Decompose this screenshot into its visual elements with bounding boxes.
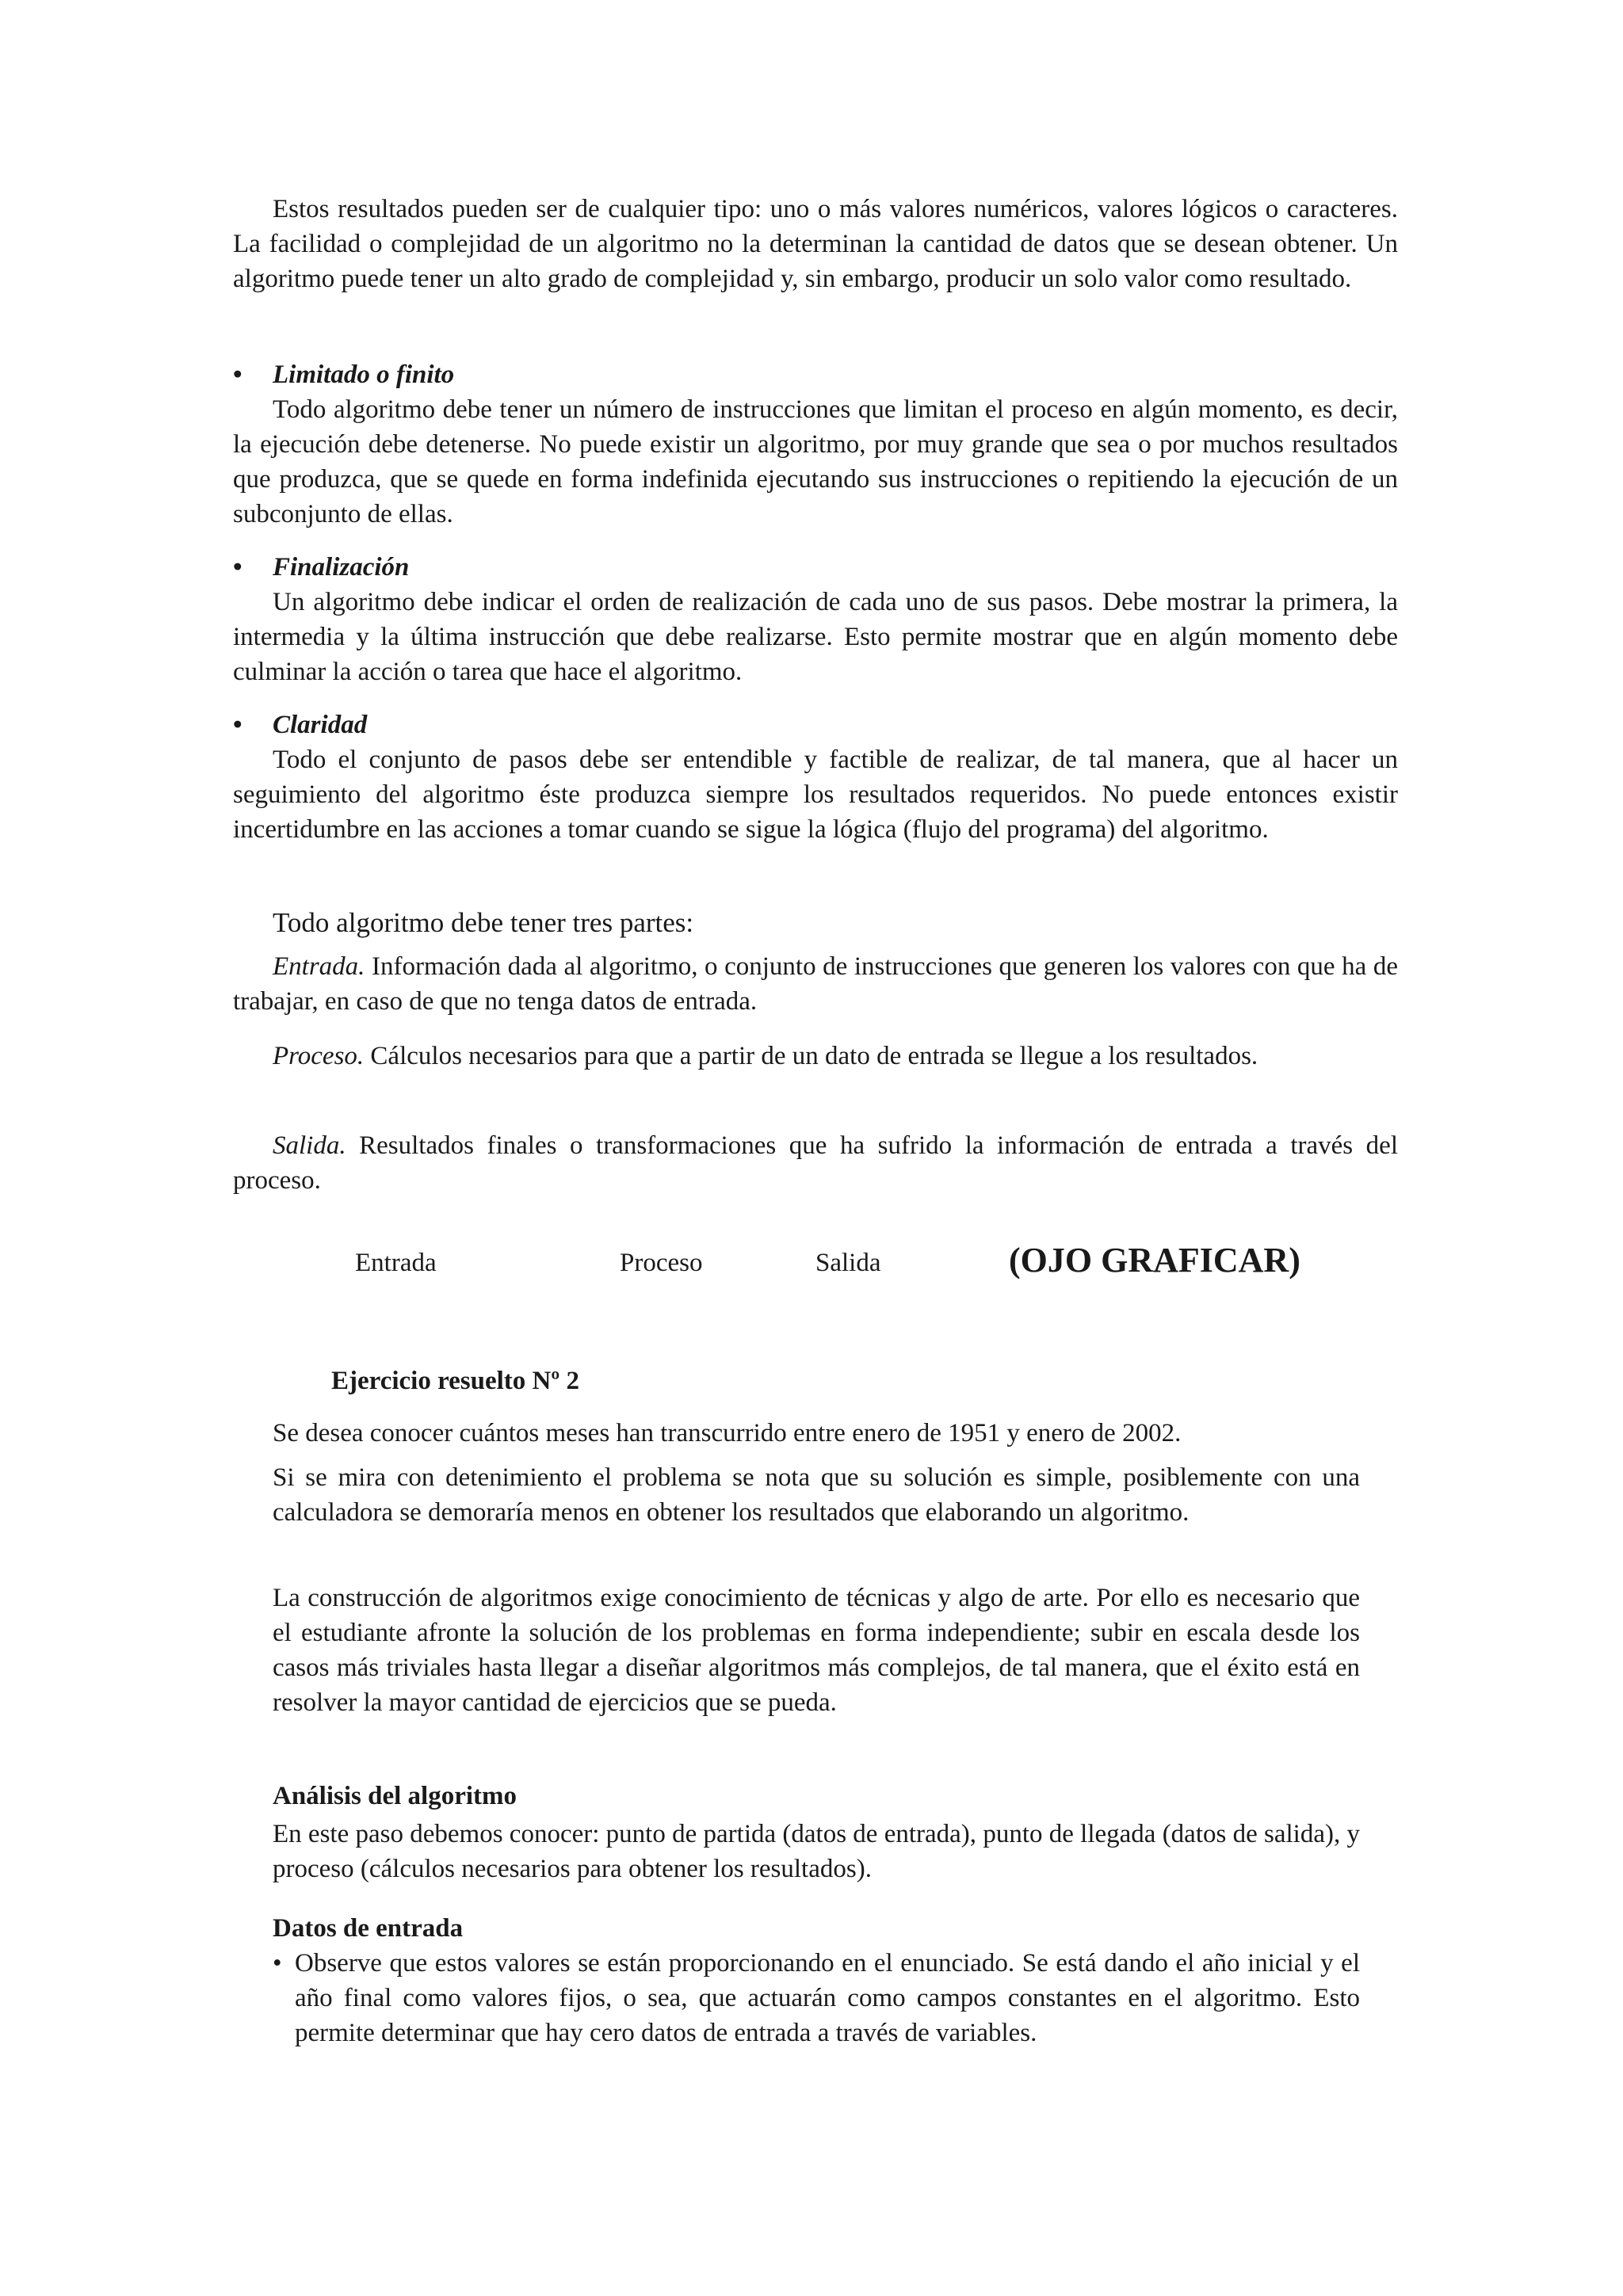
bullet-heading-claridad (233, 707, 367, 742)
bullet-heading-finalizacion (233, 550, 409, 585)
bullet-title: Limitado o finito (273, 360, 455, 389)
part-text: Información dada al algoritmo, o conjunto de instrucciones que generen los valores con que ha de trabajar, en caso de que no tenga datos de entrada. (233, 952, 1398, 1016)
results-paragraph: Estos resultados pueden ser de cualquier tipo: uno o más valores numéricos, valores lógicos o caracteres. La facilidad o complejidad de un algoritmo no la determinan la cantidad de datos que se desean obtener. Un algoritmo puede tener un alto grado de complejidad y, sin embargo, producir un solo valor como resultado. (233, 195, 1398, 293)
part-term: Salida. (273, 1131, 346, 1160)
bullet-marker: • (233, 711, 242, 739)
part-text: Resultados finales o transformaciones que ha sufrido la información de entrada a través del proceso. (233, 1131, 1398, 1195)
part-proceso (233, 1039, 1398, 1074)
part-entrada (233, 949, 1398, 1019)
analysis-title: Análisis del algoritmo (273, 1782, 517, 1810)
bullet-text-finalizacion: Un algoritmo debe indicar el orden de realización de cada uno de sus pasos. Debe mostrar la primera, la intermedia y la última instrucción que debe realizarse. Esto permite mostrar que en algún momento debe culminar la acción o tarea que hace el algoritmo. (233, 588, 1398, 686)
exercise-paragraph: Si se mira con detenimiento el problema se nota que su solución es simple, posiblemente con una calculadora se demoraría menos en obtener los resultados que elaborando un algoritmo. (273, 1463, 1360, 1527)
input-title: Datos de entrada (273, 1914, 464, 1943)
flow-proceso: Proceso (620, 1249, 703, 1277)
bullet-title: Claridad (273, 711, 368, 739)
bullet-marker: • (273, 1949, 282, 1978)
graph-note: (OJO GRAFICAR) (1009, 1241, 1300, 1280)
part-text: Cálculos necesarios para que a partir de un dato de entrada se llegue a los resultados. (364, 1042, 1258, 1070)
part-salida (233, 1128, 1398, 1198)
exercise-title: Ejercicio resuelto Nº 2 (331, 1367, 580, 1395)
list-item-text: Observe que estos valores se están proporcionando en el enunciado. Se está dando el año inicial y el año final como valores fijos, o sea, que actuarán como campos constantes en el algoritmo. Esto permite determinar que hay cero datos de entrada a través de variables. (295, 1949, 1360, 2047)
flow-salida: Salida (815, 1249, 881, 1277)
bullet-text-claridad: Todo el conjunto de pasos debe ser entendible y factible de realizar, de tal manera, que al hacer un seguimiento del algoritmo éste produzca siempre los resultados requeridos. No puede entonces existir incertidumbre en las acciones a tomar cuando se sigue la lógica (flujo del programa) del algoritmo. (233, 746, 1398, 844)
exercise-paragraph: La construcción de algoritmos exige conocimiento de técnicas y algo de arte. Por ello es necesario que el estudiante afronte la solución de los problemas en forma independiente; subir en escala desde los casos más triviales hasta llegar a diseñar algoritmos más complejos, de tal manera, que el éxito está en resolver la mayor cantidad de ejercicios que se pueda. (273, 1584, 1360, 1717)
analysis-paragraph: En este paso debemos conocer: punto de partida (datos de entrada), punto de llegada (datos de salida), y proceso (cálculos necesarios para obtener los resultados). (273, 1820, 1360, 1883)
flow-entrada: Entrada (355, 1249, 437, 1277)
three-parts-intro: Todo algoritmo debe tener tres partes: (273, 907, 694, 938)
bullet-title: Finalización (273, 553, 410, 582)
bullet-marker: • (233, 360, 242, 389)
part-term: Proceso. (273, 1042, 365, 1070)
exercise-paragraph: Se desea conocer cuántos meses han transcurrido entre enero de 1951 y enero de 2002. (273, 1419, 1182, 1447)
bullet-marker: • (233, 553, 242, 582)
bullet-text-limitado: Todo algoritmo debe tener un número de instrucciones que limitan el proceso en algún momento, es decir, la ejecución debe detenerse. No puede existir un algoritmo, por muy grande que sea o por muchos resultados que produzca, que se quede en forma indefinida ejecutando sus instrucciones o repitiendo la ejecución de un subconjunto de ellas. (233, 395, 1398, 528)
part-term: Entrada. (273, 952, 365, 981)
input-list-item (273, 1946, 1360, 2050)
bullet-heading-limitado (233, 357, 454, 392)
